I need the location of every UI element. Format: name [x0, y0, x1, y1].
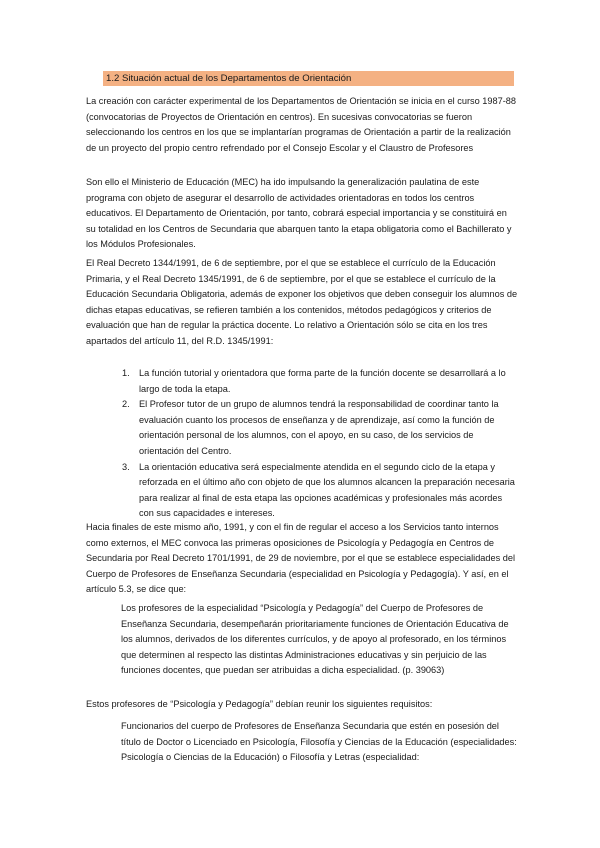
- list-item: [86, 366, 518, 397]
- list-item-text: El Profesor tutor de un grupo de alumnos tendrá la responsabilidad de coordinar tanto la evaluación cuanto los procesos de enseñanza y de aprendizaje, así como la función de orientación personal de los alumnos, con el apoyo, en su caso, de los servicios de orientación del Centro.: [139, 399, 499, 456]
- list-item-number: 1.: [122, 368, 130, 378]
- paragraph-real-decreto: El Real Decreto 1344/1991, de 6 de septiembre, por el que se establece el currículo de la Educación Primaria, y el Real Decreto 1345/1991, de 6 de septiembre, por el que se establece el currículo de la Educación Secundaria Obligatoria, además de exponer los objetivos que deben conseguir los alumnos de dichas etapas educativas, se refieren también a los contenidos, métodos pedagógicos y criterios de evaluación que han de regular la práctica docente. Lo relativo a Orientación sólo se cita en los tres apartados del artículo 11, del R.D. 1345/1991:: [86, 258, 518, 346]
- paragraph-intro: La creación con carácter experimental de los Departamentos de Orientación se inicia en el curso 1987-88 (convocatorias de Proyectos de Orientación en centros). En sucesivas convocatorias se fueron seleccionando los centros en los que se implantarían programas de Orientación a partir de la realización de un proyecto del propio centro refrendado por el Consejo Escolar y el Claustro de Profesores: [86, 96, 517, 153]
- list-item: [86, 460, 518, 522]
- section-heading: 1.2 Situación actual de los Departamentos de Orientación: [103, 71, 514, 86]
- list-item-text: La función tutorial y orientadora que forma parte de la función docente se desarrollará a lo largo de toda la etapa.: [139, 368, 506, 394]
- paragraph-mec: Son ello el Ministerio de Educación (MEC) ha ido impulsando la generalización paulatina de este programa con objeto de asegurar el desarrollo de actividades orientadoras en todos los centros educativos. El Departamento de Orientación, por tanto, cobrará especial importancia y se constituirá en su totalidad en los Centros de Secundaria que abarquen tanto la etapa obligatoria como el Bachillerato y los Módulos Profesionales.: [86, 177, 512, 250]
- paragraph-requisitos: Estos profesores de “Psicología y Pedagogía” debían reunir los siguientes requisitos:: [86, 699, 433, 709]
- quote-article-5-3: Los profesores de la especialidad “Psicología y Pedagogía” del Cuerpo de Profesores de Enseñanza Secundaria, desempeñarán prioritariamente funciones de Orientación Educativa de los alumnos, derivados de los diferentes currículos, y de apoyo al profesorado, en los términos que determinen al respecto las distintas Administraciones educativas y sin perjuicio de las funciones docentes, que puedan ser atribuidas a dicha especialidad. (p. 39063): [121, 603, 509, 676]
- paragraph-oposiciones: Hacia finales de este mismo año, 1991, y con el fin de regular el acceso a los Servicios tanto internos como externos, el MEC convoca las primeras oposiciones de Psicología y Pedagogía en Centros de Secundaria por Real Decreto 1701/1991, de 29 de noviembre, por el que se establece especialidades del Cuerpo de Profesores de Enseñanza Secundaria (especialidad en Psicología y Pedagogía). Y así, en el artículo 5.3, se dice que:: [86, 522, 516, 595]
- list-item: [86, 397, 518, 459]
- list-item-text: La orientación educativa será especialmente atendida en el segundo ciclo de la etapa y reforzada en el último año con objeto de que los alumnos alcancen la preparación necesaria para realizar al final de esta etapa las opciones académicas y profesionales más acordes con sus capacidades e intereses.: [139, 461, 515, 519]
- quote-requisitos: Funcionarios del cuerpo de Profesores de Enseñanza Secundaria que estén en posesión del título de Doctor o Licenciado en Psicología, Filosofía y Ciencias de la Educación (especialidades: Psicología o Ciencias de la Educación) o Filosofía y Letras (especialidad:: [121, 721, 517, 763]
- article-11-list: [86, 366, 518, 522]
- list-item-number: 3.: [122, 461, 130, 472]
- list-item-number: 2.: [122, 399, 130, 410]
